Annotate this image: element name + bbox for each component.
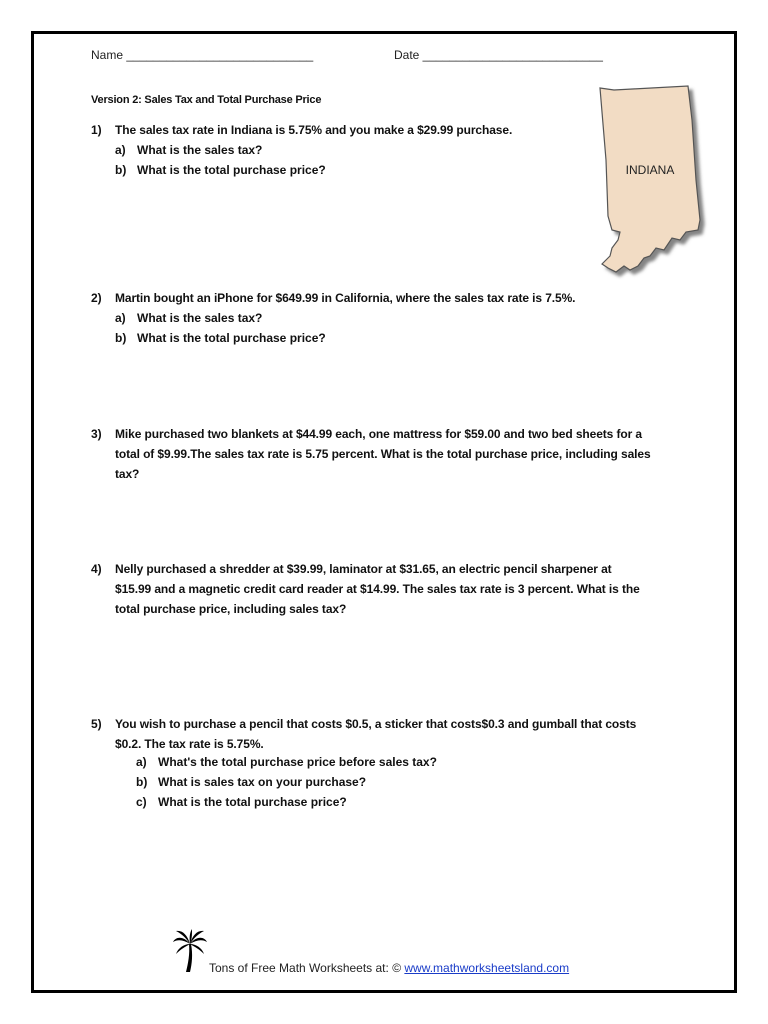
footer-text: Tons of Free Math Worksheets at: © (209, 961, 402, 975)
indiana-map-icon (590, 80, 710, 280)
question-line: $0.2. The tax rate is 5.75%. (115, 737, 264, 751)
question-1a: a) What is the sales tax? (115, 143, 263, 157)
question-number: 1) (91, 123, 102, 137)
question-4 (91, 559, 691, 619)
question-5a: a) What's the total purchase price before sales tax? (136, 755, 437, 769)
question-number: 4) (91, 562, 102, 576)
question-text: The sales tax rate in Indiana is 5.75% and you make a $29.99 purchase. (115, 123, 513, 137)
question-line: You wish to purchase a pencil that costs $0.5, a sticker that costs$0.3 and gumball that costs (115, 717, 637, 731)
palm-tree-icon (172, 928, 208, 974)
question-line: $15.99 and a magnetic credit card reader at $14.99. The sales tax rate is 3 percent. What is the (115, 582, 640, 596)
question-1 (91, 120, 691, 140)
question-5 (91, 714, 691, 754)
question-3 (91, 424, 691, 484)
question-number: 3) (91, 427, 102, 441)
worksheet-title: Version 2: Sales Tax and Total Purchase Price (91, 94, 322, 106)
question-line: tax? (115, 467, 140, 481)
question-2 (91, 288, 691, 308)
question-5c: c) What is the total purchase price? (136, 795, 347, 809)
question-line: Mike purchased two blankets at $44.99 each, one mattress for $59.00 and two bed sheets for a (115, 427, 642, 441)
question-number: 5) (91, 717, 102, 731)
question-line: total purchase price, including sales tax? (115, 602, 347, 616)
footer-link[interactable]: www.mathworksheetsland.com (404, 961, 570, 975)
date-field[interactable]: Date ___________________________ (394, 48, 603, 62)
question-2a: a) What is the sales tax? (115, 311, 263, 325)
question-1b: b) What is the total purchase price? (115, 163, 326, 177)
question-2b: b) What is the total purchase price? (115, 331, 326, 345)
footer (209, 961, 569, 975)
map-label: INDIANA (625, 163, 675, 177)
question-text: Martin bought an iPhone for $649.99 in California, where the sales tax rate is 7.5%. (115, 291, 576, 305)
question-line: total of $9.99.The sales tax rate is 5.75 percent. What is the total purchase price, including sales (115, 447, 651, 461)
question-number: 2) (91, 291, 102, 305)
question-5b: b) What is sales tax on your purchase? (136, 775, 367, 789)
name-field[interactable]: Name ____________________________ (91, 48, 314, 62)
question-line: Nelly purchased a shredder at $39.99, laminator at $31.65, an electric pencil sharpener at (115, 562, 612, 576)
